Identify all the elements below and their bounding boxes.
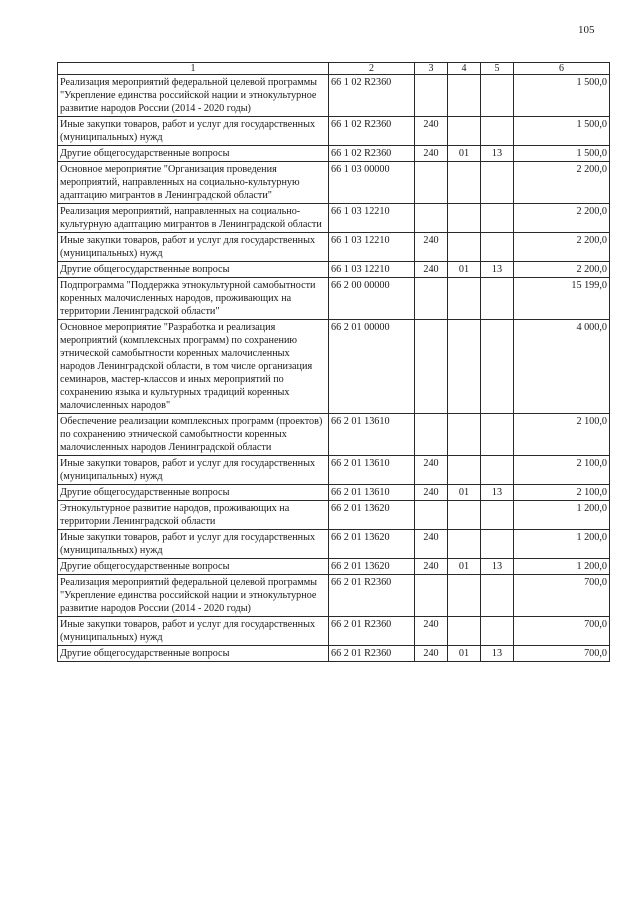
expense-type-cell: 240 [415, 117, 448, 146]
section-cell: 01 [448, 262, 481, 278]
row-name-cell: Обеспечение реализации комплексных программ (проектов) по сохранению этнической самобытности коренных малочисленных народов Ленинградской области [58, 414, 329, 456]
table-row [58, 456, 610, 485]
subsection-cell [481, 530, 514, 559]
budget-table-body [58, 63, 610, 662]
subsection-cell [481, 617, 514, 646]
amount-cell: 2 100,0 [514, 414, 610, 456]
amount-cell: 1 500,0 [514, 117, 610, 146]
section-cell [448, 575, 481, 617]
subsection-cell [481, 117, 514, 146]
subsection-cell: 13 [481, 559, 514, 575]
row-name-cell: Этнокультурное развитие народов, проживающих на территории Ленинградской области [58, 501, 329, 530]
section-cell [448, 530, 481, 559]
amount-cell: 1 200,0 [514, 501, 610, 530]
target-code-cell: 66 2 01 R2360 [329, 617, 415, 646]
table-row [58, 575, 610, 617]
amount-cell: 4 000,0 [514, 320, 610, 414]
budget-table [57, 62, 610, 662]
section-cell: 01 [448, 646, 481, 662]
subsection-cell [481, 204, 514, 233]
amount-cell: 700,0 [514, 617, 610, 646]
row-name-cell: Иные закупки товаров, работ и услуг для государственных (муниципальных) нужд [58, 117, 329, 146]
expense-type-cell: 240 [415, 646, 448, 662]
target-code-cell: 66 1 03 12210 [329, 204, 415, 233]
section-cell [448, 320, 481, 414]
target-code-cell: 66 2 01 00000 [329, 320, 415, 414]
expense-type-cell: 240 [415, 262, 448, 278]
target-code-cell: 66 1 02 R2360 [329, 146, 415, 162]
amount-cell: 2 200,0 [514, 262, 610, 278]
target-code-cell: 66 1 02 R2360 [329, 75, 415, 117]
target-code-cell: 66 2 01 13620 [329, 501, 415, 530]
column-number-4: 4 [448, 63, 481, 75]
section-cell [448, 617, 481, 646]
amount-cell: 2 200,0 [514, 204, 610, 233]
row-name-cell: Реализация мероприятий федеральной целевой программы "Укрепление единства российской нации и этнокультурное развитие народов России (2014 - 2020 годы) [58, 75, 329, 117]
table-row [58, 485, 610, 501]
column-number-5: 5 [481, 63, 514, 75]
expense-type-cell: 240 [415, 530, 448, 559]
column-number-6: 6 [514, 63, 610, 75]
table-row [58, 559, 610, 575]
column-number-1: 1 [58, 63, 329, 75]
row-name-cell: Основное мероприятие "Организация проведения мероприятий, направленных на социально-культурную адаптацию мигрантов в Ленинградской области" [58, 162, 329, 204]
section-cell [448, 414, 481, 456]
table-row [58, 530, 610, 559]
section-cell [448, 117, 481, 146]
target-code-cell: 66 2 01 13610 [329, 414, 415, 456]
amount-cell: 1 500,0 [514, 75, 610, 117]
expense-type-cell [415, 204, 448, 233]
expense-type-cell [415, 575, 448, 617]
amount-cell: 15 199,0 [514, 278, 610, 320]
subsection-cell [481, 75, 514, 117]
expense-type-cell [415, 414, 448, 456]
page-number: 105 [578, 24, 595, 36]
section-cell [448, 75, 481, 117]
target-code-cell: 66 2 01 13620 [329, 559, 415, 575]
subsection-cell [481, 162, 514, 204]
subsection-cell: 13 [481, 146, 514, 162]
target-code-cell: 66 2 01 R2360 [329, 575, 415, 617]
expense-type-cell [415, 501, 448, 530]
table-row [58, 320, 610, 414]
expense-type-cell: 240 [415, 617, 448, 646]
target-code-cell: 66 2 01 R2360 [329, 646, 415, 662]
expense-type-cell: 240 [415, 485, 448, 501]
subsection-cell [481, 456, 514, 485]
row-name-cell: Другие общегосударственные вопросы [58, 485, 329, 501]
target-code-cell: 66 2 00 00000 [329, 278, 415, 320]
row-name-cell: Иные закупки товаров, работ и услуг для государственных (муниципальных) нужд [58, 530, 329, 559]
subsection-cell: 13 [481, 262, 514, 278]
expense-type-cell: 240 [415, 559, 448, 575]
target-code-cell: 66 1 03 12210 [329, 233, 415, 262]
column-number-header-row [58, 63, 610, 75]
table-row [58, 262, 610, 278]
section-cell [448, 456, 481, 485]
expense-type-cell [415, 278, 448, 320]
row-name-cell: Реализация мероприятий федеральной целевой программы "Укрепление единства российской нации и этнокультурное развитие народов России (2014 - 2020 годы) [58, 575, 329, 617]
section-cell [448, 162, 481, 204]
section-cell: 01 [448, 559, 481, 575]
section-cell: 01 [448, 485, 481, 501]
section-cell [448, 278, 481, 320]
amount-cell: 700,0 [514, 575, 610, 617]
amount-cell: 1 200,0 [514, 530, 610, 559]
row-name-cell: Другие общегосударственные вопросы [58, 559, 329, 575]
amount-cell: 700,0 [514, 646, 610, 662]
section-cell [448, 501, 481, 530]
table-row [58, 646, 610, 662]
subsection-cell [481, 575, 514, 617]
row-name-cell: Иные закупки товаров, работ и услуг для государственных (муниципальных) нужд [58, 456, 329, 485]
expense-type-cell [415, 75, 448, 117]
amount-cell: 2 200,0 [514, 233, 610, 262]
table-row [58, 414, 610, 456]
table-row [58, 75, 610, 117]
amount-cell: 2 200,0 [514, 162, 610, 204]
target-code-cell: 66 2 01 13610 [329, 456, 415, 485]
row-name-cell: Другие общегосударственные вопросы [58, 146, 329, 162]
expense-type-cell [415, 320, 448, 414]
subsection-cell: 13 [481, 646, 514, 662]
table-row [58, 146, 610, 162]
row-name-cell: Подпрограмма "Поддержка этнокультурной самобытности коренных малочисленных народов, проживающих на территории Ленинградской области" [58, 278, 329, 320]
subsection-cell [481, 278, 514, 320]
table-row [58, 204, 610, 233]
subsection-cell [481, 233, 514, 262]
expense-type-cell: 240 [415, 146, 448, 162]
subsection-cell: 13 [481, 485, 514, 501]
table-row [58, 162, 610, 204]
row-name-cell: Другие общегосударственные вопросы [58, 262, 329, 278]
section-cell: 01 [448, 146, 481, 162]
expense-type-cell [415, 162, 448, 204]
expense-type-cell: 240 [415, 456, 448, 485]
table-row [58, 233, 610, 262]
section-cell [448, 233, 481, 262]
amount-cell: 1 500,0 [514, 146, 610, 162]
row-name-cell: Иные закупки товаров, работ и услуг для государственных (муниципальных) нужд [58, 233, 329, 262]
subsection-cell [481, 320, 514, 414]
target-code-cell: 66 1 03 00000 [329, 162, 415, 204]
amount-cell: 1 200,0 [514, 559, 610, 575]
column-number-2: 2 [329, 63, 415, 75]
table-row [58, 278, 610, 320]
row-name-cell: Иные закупки товаров, работ и услуг для государственных (муниципальных) нужд [58, 617, 329, 646]
row-name-cell: Основное мероприятие "Разработка и реализация мероприятий (комплексных программ) по сохранению этнической самобытности коренных малочисленных народов Ленинградской области, в том числе организация семинаров, мастер-классов и иных мероприятий по сохранению языка и культурных традиций коренных малочисленных народов" [58, 320, 329, 414]
target-code-cell: 66 2 01 13610 [329, 485, 415, 501]
table-row [58, 117, 610, 146]
expense-type-cell: 240 [415, 233, 448, 262]
subsection-cell [481, 414, 514, 456]
amount-cell: 2 100,0 [514, 456, 610, 485]
target-code-cell: 66 1 03 12210 [329, 262, 415, 278]
target-code-cell: 66 2 01 13620 [329, 530, 415, 559]
column-number-3: 3 [415, 63, 448, 75]
row-name-cell: Другие общегосударственные вопросы [58, 646, 329, 662]
subsection-cell [481, 501, 514, 530]
amount-cell: 2 100,0 [514, 485, 610, 501]
table-row [58, 617, 610, 646]
target-code-cell: 66 1 02 R2360 [329, 117, 415, 146]
table-row [58, 501, 610, 530]
row-name-cell: Реализация мероприятий, направленных на социально-культурную адаптацию мигрантов в Ленинградской области [58, 204, 329, 233]
section-cell [448, 204, 481, 233]
